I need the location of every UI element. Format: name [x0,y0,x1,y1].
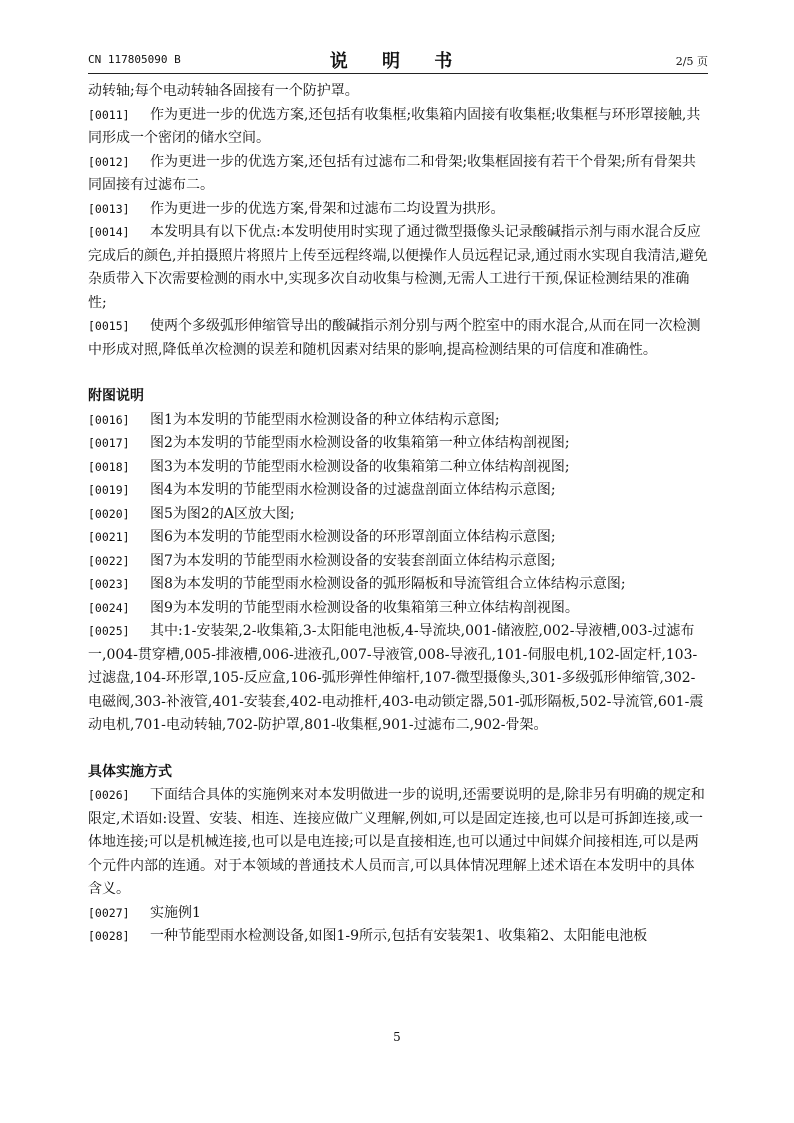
paragraph-text: 图6为本发明的节能型雨水检测设备的环形罩剖面立体结构示意图; [150,529,556,545]
paragraph-number: [0028] [88,929,130,943]
paragraph-number: [0017] [88,436,130,450]
paragraph-text: 一种节能型雨水检测设备,如图1-9所示,包括有安装架1、收集箱2、太阳能电池板 [150,928,648,944]
section-heading-drawings: 附图说明 [88,388,144,404]
paragraph-text: 图3为本发明的节能型雨水检测设备的收集箱第二种立体结构剖视图; [150,458,570,475]
paragraph-number: [0019] [88,483,130,497]
paragraph-number: [0016] [88,412,130,427]
paragraph [88,104,708,151]
paragraph [88,573,708,597]
paragraph-number: [0026] [88,788,130,802]
paragraph-text: 作为更进一步的优选方案,骨架和过滤布二均设置为拱形。 [150,200,505,217]
page-ratio: 2/5 页 [675,55,708,68]
page-number: 5 [393,1030,401,1044]
paragraph-text: 图5为图2的A区放大图; [150,505,295,522]
paragraph-text: 图1为本发明的节能型雨水检测设备的种立体结构示意图; [150,411,500,428]
paragraph-number: [0015] [88,319,130,333]
paragraph-number: [0018] [88,459,130,474]
document-title: 说 明 书 [329,51,467,72]
paragraph [88,503,708,527]
paragraph-group-drawings [88,409,708,738]
paragraph-number: [0022] [88,553,130,568]
paragraph-text: 下面结合具体的实施例来对本发明做进一步的说明,还需要说明的是,除非另有明确的规定和限定,术语如:设置、安装、相连、连接应做广义理解,例如,可以是固定连接,也可以是可拆卸连接,或一体地连接;可以是机械连接,也可以是电连接;可以是直接相连,也可以通过中间媒介间接相连,可以是两个元件内部的连通。对于本领域的普通技术人员而言,可以具体情况理解上述术语在本发明中的具体含义。 [88,787,705,897]
paragraph [88,80,708,104]
paragraph-group-embodiment [88,784,708,949]
paragraph-text: 本发明具有以下优点:本发明使用时实现了通过微型摄像头记录酸碱指示剂与雨水混合反应完成后的颜色,并拍摄照片将照片上传至远程终端,以便操作人员远程记录,通过雨水实现自我清洁,避免杂质带入下次需要检测的雨水中,实现多次自动收集与检测,无需人工进行干预,保证检测结果的准确性; [88,224,708,311]
paragraph [88,925,708,949]
paragraph [88,902,708,926]
paragraph [88,784,708,902]
paragraph [88,550,708,574]
page-header [88,47,708,74]
paragraph-number: [0025] [88,624,130,638]
paragraph-text: 其中:1-安装架,2-收集箱,3-太阳能电池板,4-导流块,001-储液腔,002-导液槽,003-过滤布一,004-贯穿槽,005-排液槽,006-进液孔,007-导液管,008-导液孔,101-伺服电机,102-固定杆,103-过滤盘,104-环形罩,105-反应盒,106-弧形弹性伸缩杆,107-微型摄像头,301-多级弧形伸缩管,302-电磁阀,303-补液管,401-安装套,402-电动推杆,403-电动锁定器,501-弧形隔板,502-导流管,601-震动电机,701-电动转轴,702-防护罩,801-收集框,901-过滤布二,902-骨架。 [88,623,704,733]
paragraph [88,597,708,621]
paragraph-text: 动转轴;每个电动转轴各固接有一个防护罩。 [88,83,359,99]
paragraph-text: 作为更进一步的优选方案,还包括有收集框;收集箱内固接有收集框;收集框与环形罩接触,共同形成一个密闭的储水空间。 [88,106,701,146]
paragraph [88,151,708,198]
paragraph-text: 使两个多级弧形伸缩管导出的酸碱指示剂分别与两个腔室中的雨水混合,从而在同一次检测中形成对照,降低单次检测的误差和随机因素对结果的影响,提高检测结果的可信度和准确性。 [88,318,701,358]
paragraph-number: [0014] [88,225,130,239]
paragraph [88,315,708,362]
paragraph [88,409,708,433]
paragraph-number: [0024] [88,600,130,615]
document-number: CN 117805090 B [88,53,181,66]
paragraph-text: 图7为本发明的节能型雨水检测设备的安装套剖面立体结构示意图; [150,552,556,569]
paragraph [88,432,708,456]
paragraph-number: [0027] [88,905,130,920]
document-body [88,80,708,949]
paragraph-text: 图9为本发明的节能型雨水检测设备的收集箱第三种立体结构剖视图。 [150,599,579,616]
paragraph [88,456,708,480]
paragraph-text: 图8为本发明的节能型雨水检测设备的弧形隔板和导流管组合立体结构示意图; [150,576,626,592]
paragraph-number: [0013] [88,201,130,216]
paragraph [88,620,708,738]
paragraph [88,526,708,550]
paragraph-text: 实施例1 [150,904,201,921]
section-heading-embodiment: 具体实施方式 [88,763,172,780]
paragraph-text: 作为更进一步的优选方案,还包括有过滤布二和骨架;收集框固接有若干个骨架;所有骨架共同固接有过滤布二。 [88,153,696,193]
paragraph-group-summary [88,80,708,362]
paragraph-number: [0021] [88,530,130,544]
paragraph-number: [0012] [88,154,130,169]
paragraph-text: 图4为本发明的节能型雨水检测设备的过滤盘剖面立体结构示意图; [150,482,556,498]
paragraph [88,479,708,503]
paragraph [88,198,708,222]
paragraph-number: [0020] [88,506,130,521]
paragraph-number: [0011] [88,107,130,122]
paragraph-number: [0023] [88,577,130,591]
paragraph [88,221,708,315]
paragraph-text: 图2为本发明的节能型雨水检测设备的收集箱第一种立体结构剖视图; [150,435,570,451]
